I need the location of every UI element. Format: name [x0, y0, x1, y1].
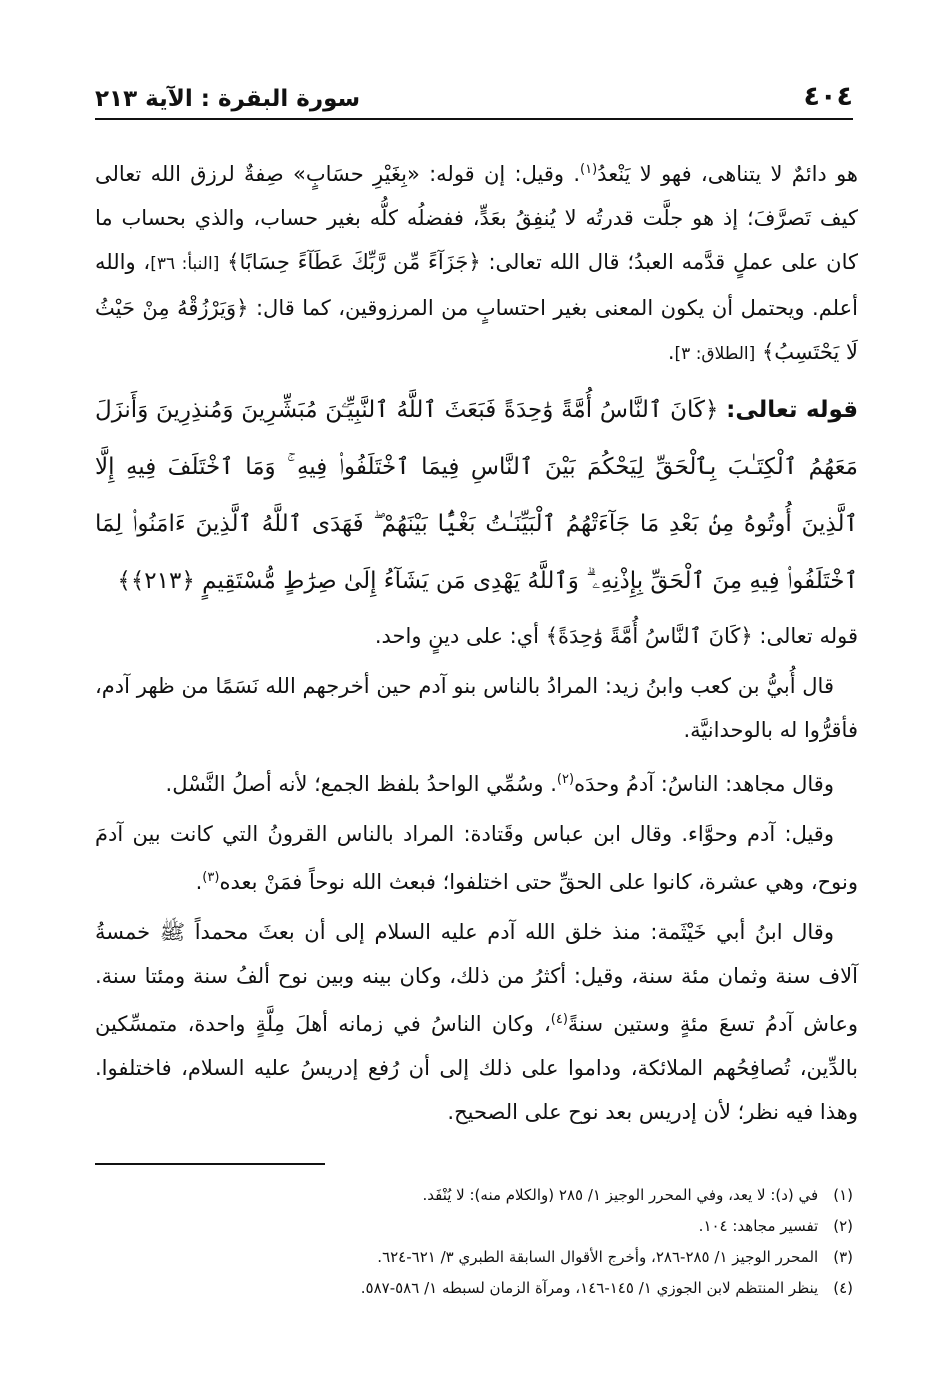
header-divider: [95, 118, 853, 120]
text-run: وقال مجاهد: الناسُ: آدمُ وحدَه: [574, 772, 834, 796]
footnote-text: ينظر المنتظم لابن الجوزي ١/ ١٤٥-١٤٦، ومرآة الزمان لسبطه ١/ ٥٨٦-٥٨٧.: [360, 1279, 819, 1297]
quran-citation: [الطلاق: ٣]: [674, 344, 756, 364]
footnote-ref-2[interactable]: (٢): [556, 772, 575, 787]
footnote-text: تفسير مجاهد: ١٠٤.: [698, 1217, 819, 1235]
verse-lead: قوله تعالى:: [726, 397, 859, 423]
running-header: [95, 72, 853, 112]
verse-text: ﴿كَانَ ٱلنَّاسُ أُمَّةً وَٰحِدَةً فَبَعَثَ ٱللَّهُ ٱلنَّبِيِّـۧنَ مُبَشِّرِينَ وَمُنذِرِينَ وَأَنزَلَ مَعَهُمُ ٱلْكِتَـٰبَ بِٱلْحَقِّ لِيَحْكُمَ بَيْنَ ٱلنَّاسِ فِيمَا ٱخْتَلَفُوا۟ فِيهِ ۚ وَمَا ٱخْتَلَفَ فِيهِ إِلَّا ٱلَّذِينَ أُوتُوهُ مِنۢ بَعْدِ مَا جَآءَتْهُمُ ٱلْبَيِّنَـٰتُ بَغْيًۢا بَيْنَهُمْ ۖ فَهَدَى ٱللَّهُ ٱلَّذِينَ ءَامَنُوا۟ لِمَا ٱخْتَلَفُوا۟ فِيهِ مِنَ ٱلْحَقِّ بِإِذْنِهِۦ ۗ وَٱللَّهُ يَهْدِى مَن يَشَآءُ إِلَىٰ صِرَٰطٍ مُّسْتَقِيمٍ ﴿٢١٣﴾﴾: [95, 397, 858, 594]
text-run: ، وكان الناسُ في زمانه أهلَ مِلَّةٍ واحدة، متمسِّكين بالدِّين، تُصافِحُهم الملائكة، وداموا على ذلك إلى أن رُفع إدريسُ عليه السلام، فاختلفوا. وهذا فيه نظر؛ لأن إدريس بعد نوح على الصحيح.: [95, 1012, 858, 1124]
text-run: وقيل: آدم وحوَّاء. وقال ابن عباس وقَتادة: المراد بالناس القرونُ التي كانت بين آدمَ ونوح، وهي عشرة، كانوا على الحقِّ حتى اختلفوا؛ فبعث الله نوحاً فمَنْ بعده: [95, 822, 858, 894]
footnote-ref-1[interactable]: (١): [580, 162, 598, 177]
paragraph-1: [95, 148, 858, 376]
footnote-number: (٤): [833, 1279, 853, 1297]
text-run: ، والله أعلم. ويحتمل أن يكون المعنى بغير احتسابٍ من المرزوقين، كما قال:: [95, 250, 858, 320]
footnote-ref-3[interactable]: (٣): [202, 870, 220, 885]
text-run: . وقيل: إن قوله: «بِغَيْرِ حسَابٍ» صِفةٌ لرزق الله تعالى كيف تَصرَّفَ؛ إذ هو جلَّت قدرتُه لا يُنفِقُ بعَدٍّ، ففضلُه كلُّه بغير حساب، والذي بحساب ما كان على عملٍ قدَّمه العبدُ؛ قال الله تعالى:: [95, 162, 858, 274]
surah-title: سورة البقرة : الآية ٢١٣: [95, 86, 361, 112]
footnote-text: المحرر الوجيز ١/ ٢٨٥-٢٨٦، وأخرج الأقوال السابقة الطبري ٣/ ٦٢١-٦٢٤.: [377, 1248, 819, 1266]
paragraph-5: [95, 812, 858, 904]
footnote-3: [95, 1242, 853, 1273]
text-run: وقال ابنُ أبي خَيْثَمة: منذ خلق الله آدم عليه السلام إلى أن بعثَ محمداً ﷺ خمسةُ آلاف سنة وثمان مئة سنة، وقيل: أكثرُ من ذلك، وكان بينه وبين نوح ألفُ سنة ومئتا سنة. وعاش آدمُ تسعَ مئةٍ وستين سنةً: [95, 920, 858, 1036]
footnote-2: [95, 1211, 853, 1242]
paragraph-4: [95, 758, 858, 806]
paragraph-2: [95, 614, 858, 658]
quran-quote: ﴿وَيَرْزُقْهُ مِنْ حَيْثُ لَا يَحْتَسِبُ﴾: [95, 296, 858, 364]
quran-quote: ﴿كَانَ ٱلنَّاسُ أُمَّةً وَٰحِدَةً﴾: [545, 624, 753, 648]
quran-quote: ﴿جَزَآءً مِّن رَّبِّكَ عَطَآءً حِسَابًا﴾: [227, 250, 481, 274]
footnote-1: [95, 1180, 853, 1211]
footnote-number: (١): [833, 1186, 853, 1204]
page-number: ٤٠٤: [803, 81, 853, 112]
footnote-text: في (د): لا يعد، وفي المحرر الوجيز ١/ ٢٨٥ (والكلام منه): لا يُنْفَد.: [422, 1186, 819, 1204]
text-run: .: [195, 870, 203, 894]
footnotes: [95, 1180, 853, 1304]
text-run: . وسُمِّي الواحدُ بلفظ الجمع؛ لأنه أصلُ النَّسْل.: [165, 772, 557, 796]
paragraph-3: قال أُبيُّ بن كعب وابنُ زيد: المرادُ بالناس بنو آدم حين أخرجهم الله نَسَمًا من ظهر آدم، فأقرُّوا له بالوحدانيَّة.: [95, 674, 858, 742]
verse-block: [95, 382, 858, 610]
quran-citation: [النبأ: ٣٦]: [150, 254, 220, 274]
footnote-divider: [95, 1163, 325, 1165]
main-text: [95, 148, 858, 1140]
footnote-number: (٣): [833, 1248, 853, 1266]
text-run: أي: على دينٍ واحد.: [374, 624, 540, 648]
text-run: .: [667, 340, 675, 364]
text-run: قوله تعالى:: [759, 624, 858, 648]
footnote-ref-4[interactable]: (٤): [550, 1012, 568, 1027]
text-run: هو دائمٌ لا يتناهى، فهو لا يَنْعدُ: [597, 162, 858, 186]
footnote-number: (٢): [833, 1217, 853, 1235]
footnote-4: [95, 1273, 853, 1304]
paragraph-6: [95, 910, 858, 1134]
